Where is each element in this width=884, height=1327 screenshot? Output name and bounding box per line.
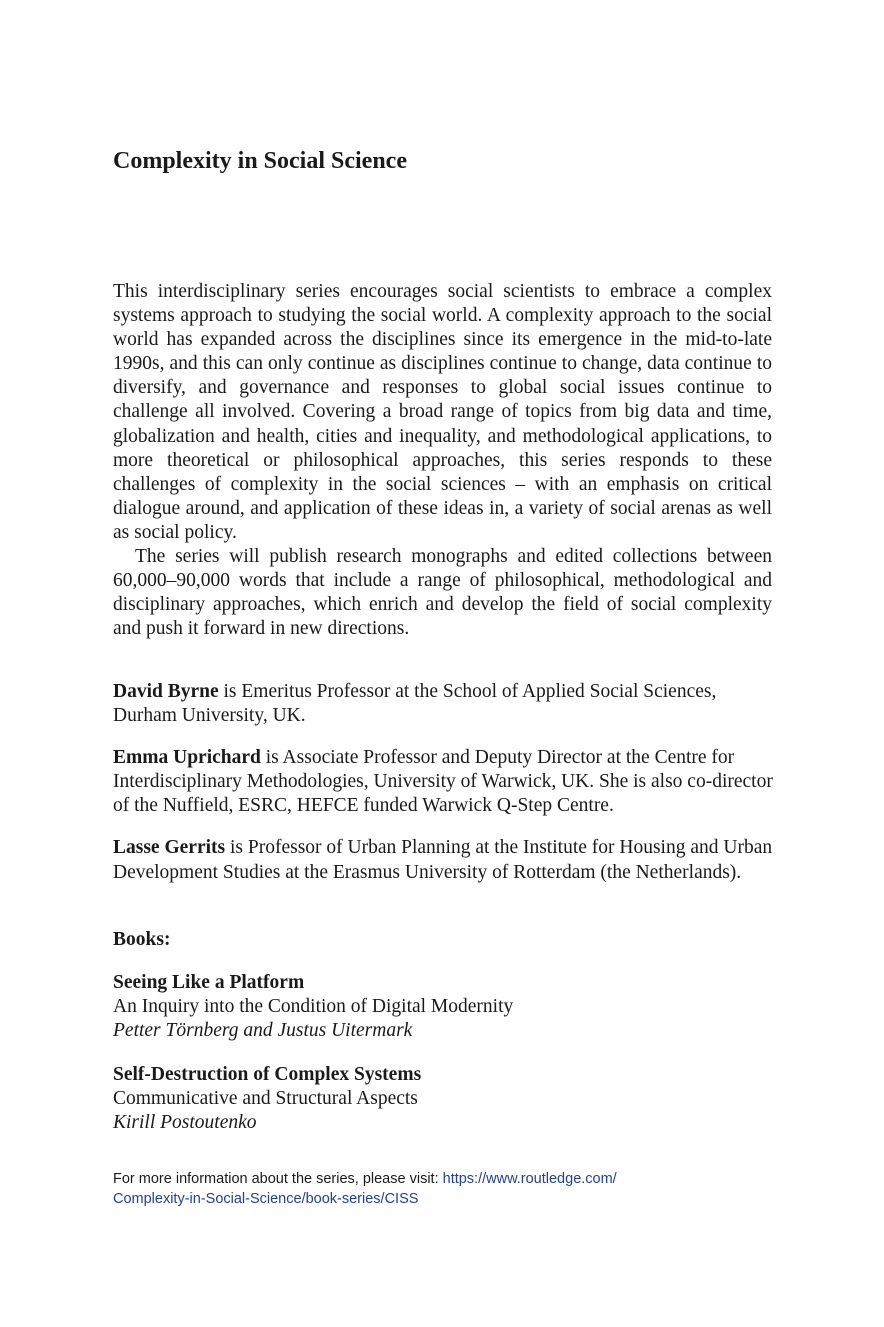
series-description <box>113 280 772 641</box>
footer-text: For more information about the series, please visit: <box>113 1171 443 1187</box>
series-editors <box>113 680 773 903</box>
book-subtitle: An Inquiry into the Condition of Digital Modernity <box>113 996 514 1018</box>
series-link-line-1: https://www.routledge.com/ <box>442 1171 617 1187</box>
book-authors: Kirill Postoutenko <box>113 1112 257 1134</box>
book-authors: Petter Törnberg and Justus Uitermark <box>113 1020 413 1042</box>
books-list <box>113 971 773 1156</box>
editor-name: David Byrne <box>113 681 219 702</box>
editor-name: Lasse Gerrits <box>113 837 226 859</box>
book-title: Seeing Like a Platform <box>113 972 305 993</box>
editor-lasse-gerrits <box>113 836 773 884</box>
book-item <box>113 1063 773 1135</box>
series-link-line-2: Complexity-in-Social-Science/book-series/CISS <box>113 1191 419 1207</box>
editor-bio: is Associate Professor and Deputy Director at the Centre for Interdisciplinary Methodologies, University of Warwick, UK. She is also co-director of the Nuffield, ESRC, HEFCE funded Warwick Q-Step Centre. <box>113 747 773 817</box>
editor-bio: is Emeritus Professor at the School of Applied Social Sciences, Durham University, UK. <box>113 681 717 727</box>
editor-name: Emma Uprichard <box>113 747 261 769</box>
description-paragraph-2: The series will publish research monographs and edited collections between 60,000–90,000 words that include a range of philosophical, methodological and disciplinary approaches, which enrich and develop the field of social complexity and push it forward in new directions. <box>113 546 772 640</box>
editor-bio: is Professor of Urban Planning at the Institute for Housing and Urban Development Studies at the Erasmus University of Rotterdam (the Netherlands). <box>113 837 773 883</box>
book-title: Self-Destruction of Complex Systems <box>113 1064 422 1086</box>
book-subtitle: Communicative and Structural Aspects <box>113 1088 418 1110</box>
books-heading: Books: <box>113 929 171 950</box>
editor-emma-uprichard <box>113 746 773 818</box>
editor-david-byrne <box>113 680 773 728</box>
series-title: Complexity in Social Science <box>113 148 407 174</box>
book-item <box>113 971 773 1043</box>
series-info-footer <box>113 1169 753 1209</box>
description-paragraph-1: This interdisciplinary series encourages social scientists to embrace a complex systems approach to studying the social world. A complexity approach to the social world has expanded across the disciplines since its emergence in the mid-to-late 1990s, and this can only continue as disciplines continue to change, data continue to diversify, and governance and responses to global social issues continue to challenge all involved. Covering a broad range of topics from big data and time, globalization and health, cities and inequality, and methodological applications, to more theoretical or philosophical approaches, this series responds to these challenges of complexity in the social sciences – with an emphasis on critical dialogue around, and application of these ideas in, a variety of social arenas as well as social policy. <box>113 281 772 543</box>
